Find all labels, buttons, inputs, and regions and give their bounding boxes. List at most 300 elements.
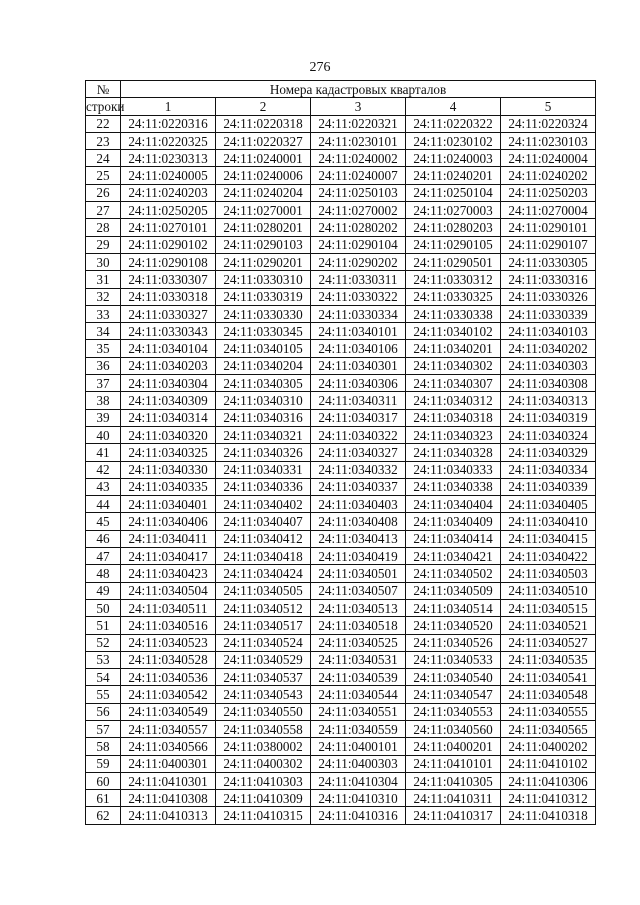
cadastral-number-cell: 24:11:0270002 <box>311 202 406 219</box>
cadastral-number-cell: 24:11:0340516 <box>121 617 216 634</box>
cadastral-quarters-table <box>85 80 596 825</box>
table-header-row <box>86 81 596 98</box>
row-number-cell: 55 <box>86 686 121 703</box>
cadastral-number-cell: 24:11:0340326 <box>216 444 311 461</box>
table-body <box>86 115 596 824</box>
table-row <box>86 548 596 565</box>
cadastral-number-cell: 24:11:0340202 <box>501 340 596 357</box>
table-row <box>86 340 596 357</box>
row-number-cell: 37 <box>86 375 121 392</box>
cadastral-number-cell: 24:11:0330312 <box>406 271 501 288</box>
row-number-cell: 45 <box>86 513 121 530</box>
cadastral-number-cell: 24:11:0340304 <box>121 375 216 392</box>
cadastral-number-cell: 24:11:0330310 <box>216 271 311 288</box>
table-row <box>86 202 596 219</box>
cadastral-number-cell: 24:11:0330322 <box>311 288 406 305</box>
cadastral-number-cell: 24:11:0290104 <box>311 236 406 253</box>
cadastral-number-cell: 24:11:0340306 <box>311 375 406 392</box>
column-numbers-row <box>86 98 596 115</box>
row-number-cell: 46 <box>86 530 121 547</box>
cadastral-number-cell: 24:11:0400202 <box>501 738 596 755</box>
cadastral-number-cell: 24:11:0250203 <box>501 184 596 201</box>
table-row <box>86 634 596 651</box>
cadastral-number-cell: 24:11:0280203 <box>406 219 501 236</box>
table-row <box>86 599 596 616</box>
row-number-cell: 52 <box>86 634 121 651</box>
cadastral-number-cell: 24:11:0290108 <box>121 253 216 270</box>
cadastral-number-cell: 24:11:0290501 <box>406 253 501 270</box>
table-row <box>86 357 596 374</box>
cadastral-number-cell: 24:11:0230103 <box>501 132 596 149</box>
cadastral-number-cell: 24:11:0340419 <box>311 548 406 565</box>
cadastral-number-cell: 24:11:0270101 <box>121 219 216 236</box>
column-number: 3 <box>311 98 406 115</box>
cadastral-number-cell: 24:11:0410313 <box>121 807 216 824</box>
cadastral-number-cell: 24:11:0340501 <box>311 565 406 582</box>
table-row <box>86 115 596 132</box>
cadastral-number-cell: 24:11:0290201 <box>216 253 311 270</box>
row-number-cell: 53 <box>86 651 121 668</box>
cadastral-number-cell: 24:11:0220322 <box>406 115 501 132</box>
cadastral-number-cell: 24:11:0340204 <box>216 357 311 374</box>
cadastral-number-cell: 24:11:0340310 <box>216 392 311 409</box>
cadastral-number-cell: 24:11:0340334 <box>501 461 596 478</box>
cadastral-number-cell: 24:11:0290103 <box>216 236 311 253</box>
table-row <box>86 461 596 478</box>
cadastral-number-cell: 24:11:0330343 <box>121 323 216 340</box>
cadastral-number-cell: 24:11:0340336 <box>216 478 311 495</box>
table-row <box>86 582 596 599</box>
cadastral-number-cell: 24:11:0340308 <box>501 375 596 392</box>
column-number: 1 <box>121 98 216 115</box>
row-number-cell: 30 <box>86 253 121 270</box>
cadastral-number-cell: 24:11:0330319 <box>216 288 311 305</box>
cadastral-number-cell: 24:11:0340303 <box>501 357 596 374</box>
cadastral-number-cell: 24:11:0340301 <box>311 357 406 374</box>
cadastral-number-cell: 24:11:0340557 <box>121 720 216 737</box>
row-number-cell: 36 <box>86 357 121 374</box>
cadastral-number-cell: 24:11:0340203 <box>121 357 216 374</box>
cadastral-number-cell: 24:11:0340327 <box>311 444 406 461</box>
cadastral-number-cell: 24:11:0230101 <box>311 132 406 149</box>
cadastral-number-cell: 24:11:0410305 <box>406 772 501 789</box>
cadastral-number-cell: 24:11:0340311 <box>311 392 406 409</box>
row-number-cell: 61 <box>86 790 121 807</box>
cadastral-number-cell: 24:11:0340321 <box>216 426 311 443</box>
cadastral-number-cell: 24:11:0340325 <box>121 444 216 461</box>
cadastral-number-cell: 24:11:0340539 <box>311 669 406 686</box>
table-row <box>86 530 596 547</box>
cadastral-number-cell: 24:11:0340517 <box>216 617 311 634</box>
cadastral-number-cell: 24:11:0340423 <box>121 565 216 582</box>
table-row <box>86 184 596 201</box>
cadastral-number-cell: 24:11:0340559 <box>311 720 406 737</box>
cadastral-number-cell: 24:11:0330330 <box>216 305 311 322</box>
cadastral-number-cell: 24:11:0240003 <box>406 150 501 167</box>
row-number-cell: 27 <box>86 202 121 219</box>
row-number-cell: 34 <box>86 323 121 340</box>
cadastral-number-cell: 24:11:0270003 <box>406 202 501 219</box>
row-number-cell: 44 <box>86 496 121 513</box>
cadastral-number-cell: 24:11:0340413 <box>311 530 406 547</box>
row-number-cell: 47 <box>86 548 121 565</box>
row-number-cell: 35 <box>86 340 121 357</box>
cadastral-number-cell: 24:11:0340412 <box>216 530 311 547</box>
cadastral-number-cell: 24:11:0340558 <box>216 720 311 737</box>
cadastral-number-cell: 24:11:0410315 <box>216 807 311 824</box>
row-number-cell: 51 <box>86 617 121 634</box>
cadastral-number-cell: 24:11:0340331 <box>216 461 311 478</box>
cadastral-number-cell: 24:11:0340320 <box>121 426 216 443</box>
cadastral-number-cell: 24:11:0410308 <box>121 790 216 807</box>
cadastral-number-cell: 24:11:0410318 <box>501 807 596 824</box>
cadastral-number-cell: 24:11:0410312 <box>501 790 596 807</box>
row-number-header-label: строки <box>86 98 125 114</box>
table-row <box>86 513 596 530</box>
table-row <box>86 686 596 703</box>
cadastral-number-cell: 24:11:0240001 <box>216 150 311 167</box>
table-row <box>86 150 596 167</box>
row-number-cell: 28 <box>86 219 121 236</box>
cadastral-number-cell: 24:11:0340541 <box>501 669 596 686</box>
row-number-cell: 56 <box>86 703 121 720</box>
cadastral-number-cell: 24:11:0240204 <box>216 184 311 201</box>
cadastral-number-cell: 24:11:0340328 <box>406 444 501 461</box>
cadastral-number-cell: 24:11:0340521 <box>501 617 596 634</box>
table-row <box>86 219 596 236</box>
cadastral-number-cell: 24:11:0340402 <box>216 496 311 513</box>
table-row <box>86 790 596 807</box>
cadastral-number-cell: 24:11:0400303 <box>311 755 406 772</box>
column-number: 4 <box>406 98 501 115</box>
cadastral-number-cell: 24:11:0340106 <box>311 340 406 357</box>
cadastral-number-cell: 24:11:0340104 <box>121 340 216 357</box>
cadastral-number-cell: 24:11:0340543 <box>216 686 311 703</box>
cadastral-number-cell: 24:11:0220327 <box>216 132 311 149</box>
cadastral-number-cell: 24:11:0340513 <box>311 599 406 616</box>
table-row <box>86 755 596 772</box>
cadastral-number-cell: 24:11:0240002 <box>311 150 406 167</box>
cadastral-number-cell: 24:11:0220324 <box>501 115 596 132</box>
cadastral-number-cell: 24:11:0340551 <box>311 703 406 720</box>
cadastral-number-cell: 24:11:0240201 <box>406 167 501 184</box>
cadastral-number-cell: 24:11:0240203 <box>121 184 216 201</box>
table-row <box>86 772 596 789</box>
table-row <box>86 496 596 513</box>
table-row <box>86 669 596 686</box>
cadastral-number-cell: 24:11:0330316 <box>501 271 596 288</box>
row-number-cell: 59 <box>86 755 121 772</box>
table-row <box>86 409 596 426</box>
cadastral-number-cell: 24:11:0340514 <box>406 599 501 616</box>
cadastral-number-cell: 24:11:0340566 <box>121 738 216 755</box>
cadastral-number-cell: 24:11:0340410 <box>501 513 596 530</box>
cadastral-number-cell: 24:11:0340324 <box>501 426 596 443</box>
cadastral-number-cell: 24:11:0340312 <box>406 392 501 409</box>
table-row <box>86 271 596 288</box>
cadastral-number-cell: 24:11:0340329 <box>501 444 596 461</box>
cadastral-number-cell: 24:11:0340302 <box>406 357 501 374</box>
cadastral-number-cell: 24:11:0410304 <box>311 772 406 789</box>
cadastral-number-cell: 24:11:0340332 <box>311 461 406 478</box>
cadastral-number-cell: 24:11:0330326 <box>501 288 596 305</box>
row-number-cell: 33 <box>86 305 121 322</box>
table-row <box>86 426 596 443</box>
column-number: 5 <box>501 98 596 115</box>
cadastral-number-cell: 24:11:0340339 <box>501 478 596 495</box>
cadastral-number-cell: 24:11:0410316 <box>311 807 406 824</box>
cadastral-number-cell: 24:11:0340322 <box>311 426 406 443</box>
row-number-cell: 42 <box>86 461 121 478</box>
table-row <box>86 565 596 582</box>
cadastral-number-cell: 24:11:0340330 <box>121 461 216 478</box>
cadastral-number-cell: 24:11:0400301 <box>121 755 216 772</box>
cadastral-number-cell: 24:11:0340535 <box>501 651 596 668</box>
cadastral-number-cell: 24:11:0220321 <box>311 115 406 132</box>
cadastral-number-cell: 24:11:0340549 <box>121 703 216 720</box>
cadastral-number-cell: 24:11:0340533 <box>406 651 501 668</box>
cadastral-number-cell: 24:11:0250104 <box>406 184 501 201</box>
cadastral-number-cell: 24:11:0340305 <box>216 375 311 392</box>
cadastral-number-cell: 24:11:0240005 <box>121 167 216 184</box>
cadastral-number-cell: 24:11:0220318 <box>216 115 311 132</box>
cadastral-number-cell: 24:11:0340314 <box>121 409 216 426</box>
cadastral-number-cell: 24:11:0340553 <box>406 703 501 720</box>
cadastral-number-cell: 24:11:0380002 <box>216 738 311 755</box>
cadastral-number-cell: 24:11:0270004 <box>501 202 596 219</box>
row-number-cell: 60 <box>86 772 121 789</box>
row-number-cell: 25 <box>86 167 121 184</box>
row-number-cell: 48 <box>86 565 121 582</box>
cadastral-number-cell: 24:11:0330345 <box>216 323 311 340</box>
row-number-header: № <box>86 81 121 98</box>
page-number: 276 <box>309 60 331 75</box>
table-row <box>86 236 596 253</box>
cadastral-number-cell: 24:11:0340525 <box>311 634 406 651</box>
row-number-cell: 39 <box>86 409 121 426</box>
column-number: 2 <box>216 98 311 115</box>
cadastral-number-cell: 24:11:0340405 <box>501 496 596 513</box>
cadastral-number-cell: 24:11:0340505 <box>216 582 311 599</box>
cadastral-number-cell: 24:11:0340520 <box>406 617 501 634</box>
cadastral-number-cell: 24:11:0340544 <box>311 686 406 703</box>
table-row <box>86 617 596 634</box>
table-row <box>86 703 596 720</box>
cadastral-number-cell: 24:11:0290102 <box>121 236 216 253</box>
table-row <box>86 478 596 495</box>
cadastral-number-cell: 24:11:0340105 <box>216 340 311 357</box>
row-number-cell: 32 <box>86 288 121 305</box>
table-row <box>86 651 596 668</box>
cadastral-number-cell: 24:11:0330327 <box>121 305 216 322</box>
cadastral-number-cell: 24:11:0340512 <box>216 599 311 616</box>
cadastral-number-cell: 24:11:0340103 <box>501 323 596 340</box>
table-row <box>86 305 596 322</box>
cadastral-number-cell: 24:11:0340318 <box>406 409 501 426</box>
cadastral-number-cell: 24:11:0340406 <box>121 513 216 530</box>
cadastral-number-cell: 24:11:0230102 <box>406 132 501 149</box>
cadastral-number-cell: 24:11:0340102 <box>406 323 501 340</box>
cadastral-number-cell: 24:11:0340417 <box>121 548 216 565</box>
cadastral-number-cell: 24:11:0410309 <box>216 790 311 807</box>
cadastral-number-cell: 24:11:0340523 <box>121 634 216 651</box>
cadastral-number-cell: 24:11:0340510 <box>501 582 596 599</box>
table-row <box>86 392 596 409</box>
cadastral-number-cell: 24:11:0340414 <box>406 530 501 547</box>
cadastral-number-cell: 24:11:0340335 <box>121 478 216 495</box>
cadastral-number-cell: 24:11:0330318 <box>121 288 216 305</box>
cadastral-number-cell: 24:11:0340509 <box>406 582 501 599</box>
cadastral-number-cell: 24:11:0400201 <box>406 738 501 755</box>
table-row <box>86 253 596 270</box>
row-number-cell: 23 <box>86 132 121 149</box>
cadastral-number-cell: 24:11:0340547 <box>406 686 501 703</box>
table-row <box>86 807 596 824</box>
cadastral-number-cell: 24:11:0340515 <box>501 599 596 616</box>
cadastral-number-cell: 24:11:0330339 <box>501 305 596 322</box>
cadastral-number-cell: 24:11:0340415 <box>501 530 596 547</box>
row-number-cell: 26 <box>86 184 121 201</box>
row-number-cell: 49 <box>86 582 121 599</box>
cadastral-number-cell: 24:11:0330311 <box>311 271 406 288</box>
cadastral-number-cell: 24:11:0340565 <box>501 720 596 737</box>
cadastral-number-cell: 24:11:0340507 <box>311 582 406 599</box>
cadastral-number-cell: 24:11:0340550 <box>216 703 311 720</box>
cadastral-number-cell: 24:11:0340560 <box>406 720 501 737</box>
cadastral-number-cell: 24:11:0340319 <box>501 409 596 426</box>
cadastral-number-cell: 24:11:0340317 <box>311 409 406 426</box>
cadastral-number-cell: 24:11:0340502 <box>406 565 501 582</box>
cadastral-number-cell: 24:11:0330307 <box>121 271 216 288</box>
cadastral-number-cell: 24:11:0340411 <box>121 530 216 547</box>
row-number-cell: 31 <box>86 271 121 288</box>
cadastral-number-cell: 24:11:0340424 <box>216 565 311 582</box>
table-row <box>86 132 596 149</box>
cadastral-number-cell: 24:11:0340548 <box>501 686 596 703</box>
table-row <box>86 738 596 755</box>
table-row <box>86 167 596 184</box>
cadastral-number-cell: 24:11:0340555 <box>501 703 596 720</box>
cadastral-number-cell: 24:11:0410317 <box>406 807 501 824</box>
cadastral-number-cell: 24:11:0290202 <box>311 253 406 270</box>
cadastral-number-cell: 24:11:0410102 <box>501 755 596 772</box>
table-row <box>86 288 596 305</box>
cadastral-number-cell: 24:11:0340404 <box>406 496 501 513</box>
cadastral-number-cell: 24:11:0340527 <box>501 634 596 651</box>
row-number-cell: 54 <box>86 669 121 686</box>
cadastral-number-cell: 24:11:0270001 <box>216 202 311 219</box>
cadastral-number-cell: 24:11:0280201 <box>216 219 311 236</box>
cadastral-number-cell: 24:11:0280202 <box>311 219 406 236</box>
cadastral-number-cell: 24:11:0340101 <box>311 323 406 340</box>
cadastral-number-cell: 24:11:0340338 <box>406 478 501 495</box>
cadastral-number-cell: 24:11:0340403 <box>311 496 406 513</box>
cadastral-number-cell: 24:11:0340526 <box>406 634 501 651</box>
cadastral-number-cell: 24:11:0340528 <box>121 651 216 668</box>
cadastral-number-cell: 24:11:0340422 <box>501 548 596 565</box>
cadastral-number-cell: 24:11:0330334 <box>311 305 406 322</box>
cadastral-number-cell: 24:11:0340409 <box>406 513 501 530</box>
cadastral-number-cell: 24:11:0220316 <box>121 115 216 132</box>
cadastral-number-cell: 24:11:0340407 <box>216 513 311 530</box>
cadastral-number-cell: 24:11:0340323 <box>406 426 501 443</box>
cadastral-number-cell: 24:11:0340529 <box>216 651 311 668</box>
cadastral-number-cell: 24:11:0340333 <box>406 461 501 478</box>
row-number-cell: 50 <box>86 599 121 616</box>
cadastral-number-cell: 24:11:0340540 <box>406 669 501 686</box>
row-number-cell: 38 <box>86 392 121 409</box>
cadastral-number-cell: 24:11:0340536 <box>121 669 216 686</box>
cadastral-number-cell: 24:11:0340408 <box>311 513 406 530</box>
cadastral-number-cell: 24:11:0240006 <box>216 167 311 184</box>
cadastral-number-cell: 24:11:0340337 <box>311 478 406 495</box>
row-number-cell: 57 <box>86 720 121 737</box>
cadastral-number-cell: 24:11:0340316 <box>216 409 311 426</box>
cadastral-number-cell: 24:11:0220325 <box>121 132 216 149</box>
row-number-cell: 58 <box>86 738 121 755</box>
cadastral-number-cell: 24:11:0330325 <box>406 288 501 305</box>
cadastral-number-cell: 24:11:0340503 <box>501 565 596 582</box>
cadastral-number-cell: 24:11:0290101 <box>501 219 596 236</box>
cadastral-number-cell: 24:11:0290107 <box>501 236 596 253</box>
table-row <box>86 444 596 461</box>
cadastral-number-cell: 24:11:0340531 <box>311 651 406 668</box>
cadastral-number-cell: 24:11:0410311 <box>406 790 501 807</box>
group-header: Номера кадастровых кварталов <box>121 81 596 98</box>
cadastral-number-cell: 24:11:0400101 <box>311 738 406 755</box>
cadastral-number-cell: 24:11:0340401 <box>121 496 216 513</box>
cadastral-number-cell: 24:11:0410101 <box>406 755 501 772</box>
row-number-cell: 22 <box>86 115 121 132</box>
cadastral-number-cell: 24:11:0340418 <box>216 548 311 565</box>
cadastral-number-cell: 24:11:0240007 <box>311 167 406 184</box>
cadastral-number-cell: 24:11:0410301 <box>121 772 216 789</box>
row-number-cell: 29 <box>86 236 121 253</box>
cadastral-number-cell: 24:11:0330305 <box>501 253 596 270</box>
table-row <box>86 720 596 737</box>
cadastral-number-cell: 24:11:0400302 <box>216 755 311 772</box>
cadastral-number-cell: 24:11:0330338 <box>406 305 501 322</box>
cadastral-number-cell: 24:11:0340421 <box>406 548 501 565</box>
cadastral-number-cell: 24:11:0340201 <box>406 340 501 357</box>
cadastral-number-cell: 24:11:0290105 <box>406 236 501 253</box>
row-number-cell: 41 <box>86 444 121 461</box>
cadastral-number-cell: 24:11:0250205 <box>121 202 216 219</box>
cadastral-number-cell: 24:11:0250103 <box>311 184 406 201</box>
cadastral-number-cell: 24:11:0240202 <box>501 167 596 184</box>
cadastral-number-cell: 24:11:0410306 <box>501 772 596 789</box>
table-row <box>86 375 596 392</box>
row-number-cell: 62 <box>86 807 121 824</box>
cadastral-number-cell: 24:11:0340307 <box>406 375 501 392</box>
cadastral-number-cell: 24:11:0240004 <box>501 150 596 167</box>
cadastral-number-cell: 24:11:0340524 <box>216 634 311 651</box>
cadastral-number-cell: 24:11:0410303 <box>216 772 311 789</box>
cadastral-number-cell: 24:11:0230313 <box>121 150 216 167</box>
cadastral-number-cell: 24:11:0340313 <box>501 392 596 409</box>
cadastral-number-cell: 24:11:0410310 <box>311 790 406 807</box>
cadastral-number-cell: 24:11:0340542 <box>121 686 216 703</box>
cadastral-number-cell: 24:11:0340518 <box>311 617 406 634</box>
cadastral-number-cell: 24:11:0340511 <box>121 599 216 616</box>
cadastral-number-cell: 24:11:0340504 <box>121 582 216 599</box>
row-number-cell: 43 <box>86 478 121 495</box>
row-number-cell: 24 <box>86 150 121 167</box>
cadastral-number-cell: 24:11:0340537 <box>216 669 311 686</box>
table-row <box>86 323 596 340</box>
row-number-cell: 40 <box>86 426 121 443</box>
cadastral-number-cell: 24:11:0340309 <box>121 392 216 409</box>
